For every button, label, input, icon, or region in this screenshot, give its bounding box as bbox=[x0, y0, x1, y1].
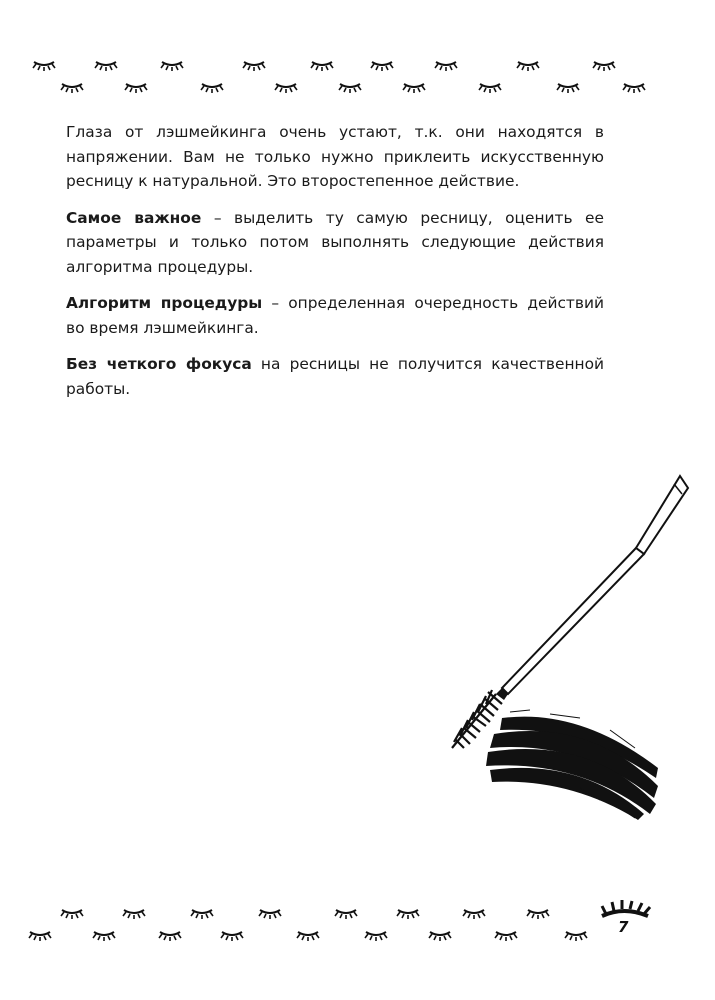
paragraph-2-rest: – выделить ту самую ресницу, оценить ее параметры и только потом выполнять следующие действия алгоритма процедуры. bbox=[66, 208, 604, 276]
page-number-badge bbox=[596, 900, 656, 946]
page-number: 7 bbox=[618, 918, 629, 936]
paragraph-3-rest: – определенная очередность действий во время лэшмейкинга. bbox=[66, 294, 604, 337]
eyelash-pattern-icon bbox=[0, 50, 715, 110]
top-eyelash-border bbox=[0, 50, 715, 110]
body-text bbox=[66, 120, 604, 413]
paragraph-4 bbox=[66, 352, 604, 401]
mascara-illustration bbox=[430, 468, 700, 848]
paragraph-2-bold: Самое важное bbox=[66, 208, 202, 227]
paragraph-4-rest: на ресницы не получится качественной работы. bbox=[66, 355, 604, 398]
mascara-brush-icon bbox=[430, 468, 700, 848]
paragraph-1: Глаза от лэшмейкинга очень устают, т.к. они находятся в напряжении. Вам не только нужно приклеить искусственную ресницу к натуральной. Это второстепенное действие. bbox=[66, 123, 604, 190]
paragraph-2 bbox=[66, 206, 604, 280]
paragraph-4-bold: Без четкого фокуса bbox=[66, 355, 252, 373]
paragraph-3 bbox=[66, 291, 604, 340]
paragraph-3-bold: Алгоритм процедуры bbox=[66, 294, 263, 312]
